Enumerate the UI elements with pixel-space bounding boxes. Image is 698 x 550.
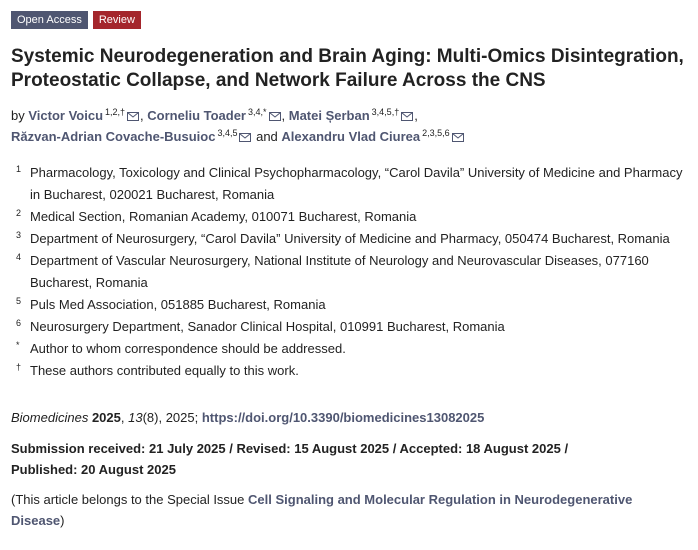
affiliation-text: Puls Med Association, 051885 Bucharest, Romania [30,297,326,312]
and-label: and [256,129,278,144]
author-affil-sup: 2,3,5,6 [422,128,450,138]
dates-line: Submission received: 21 July 2025 / Revised: 15 August 2025 / Accepted: 18 August 2025 / [11,441,569,456]
affiliation-text: Pharmacology, Toxicology and Clinical Psychopharmacology, “Carol Davila” University of Medicine and Pharmacy in Bucharest, 020021 Bucharest, Romania [30,165,683,202]
author-affil-sup: 3,4,5,† [371,107,400,117]
affiliation-item [11,206,688,228]
special-issue-suffix: ) [60,513,65,528]
affiliation-mark: 1 [16,164,22,174]
affiliation-mark: 2 [16,208,22,218]
affiliation-text: Author to whom correspondence should be addressed. [30,341,346,356]
citation-issue: (8), 2025; [142,410,202,425]
author-name[interactable]: Răzvan-Adrian Covache-Busuioc [11,129,216,144]
author-affil-sup: 1,2,† [105,107,126,117]
special-issue-note [11,489,688,531]
affiliation-item [11,250,688,294]
citation [11,408,688,428]
publication-dates [11,438,688,480]
affiliation-item [11,162,688,206]
journal-name: Biomedicines [11,410,89,425]
affiliation-text: Department of Vascular Neurosurgery, National Institute of Neurology and Neurovascular Diseases, 077160 Bucharest, Romania [30,253,649,290]
citation-year: 2025 [91,410,121,425]
open-access-badge[interactable]: Open Access [11,11,88,29]
affiliation-item [11,316,688,338]
author-name[interactable]: Alexandru Vlad Ciurea [281,129,421,144]
doi-link[interactable]: https://doi.org/10.3390/biomedicines13082025 [201,410,485,425]
affiliation-item [11,360,688,382]
by-label: by [11,108,25,123]
affiliation-item [11,294,688,316]
affiliation-mark: 5 [16,296,22,306]
author-name[interactable]: Matei Șerban [288,108,370,123]
affiliation-text: Neurosurgery Department, Sanador Clinical Hospital, 010991 Bucharest, Romania [30,319,505,334]
envelope-icon[interactable] [269,112,281,121]
author-affil-sup: 3,4,5 [217,128,238,138]
affiliation-text: These authors contributed equally to this work. [30,363,299,378]
author-name[interactable]: Victor Voicu [28,108,104,123]
envelope-icon[interactable] [239,133,251,142]
affiliation-text: Department of Neurosurgery, “Carol Davila” University of Medicine and Pharmacy, 050474 Bucharest, Romania [30,231,670,246]
affiliation-item [11,338,688,360]
envelope-icon[interactable] [452,133,464,142]
citation-sep: , [120,410,129,425]
envelope-icon[interactable] [127,112,139,121]
citation-volume: 13 [128,410,143,425]
affiliation-mark: 6 [16,318,22,328]
affiliation-mark: † [16,362,22,372]
dates-line: Published: 20 August 2025 [11,462,176,477]
author-name[interactable]: Corneliu Toader [147,108,246,123]
badge-row [11,11,688,29]
article-title: Systemic Neurodegeneration and Brain Aging: Multi-Omics Disintegration, Proteostatic Collapse, and Network Failure Across the CNS [11,46,684,91]
affiliation-mark: 3 [16,230,22,240]
affiliation-list [11,162,688,382]
affiliation-text: Medical Section, Romanian Academy, 010071 Bucharest, Romania [30,209,417,224]
author-list: by Victor Voicu $^{1,2,\dagger}$ , Corneliu Toader $^{3,4,*}$ , Matei Șerban $^{3,4,5,\dagger}$ , Răzvan-Adrian Covache-Busuioc $^{3,4,5}$ and Alexandru Vlad Ciurea $^{2,3,5,6}$ [11,106,688,148]
special-issue-prefix: (This article belongs to the Special Issue [11,492,249,507]
envelope-icon[interactable] [401,112,413,121]
affiliation-item [11,228,688,250]
special-issue-link[interactable]: Cell Signaling and Molecular Regulation in Neurodegenerative Disease [11,492,633,528]
affiliation-mark: 4 [16,252,22,262]
review-badge: Review [93,11,141,29]
author-affil-sup: 3,4,* [248,107,267,117]
affiliation-mark: * [16,340,20,350]
